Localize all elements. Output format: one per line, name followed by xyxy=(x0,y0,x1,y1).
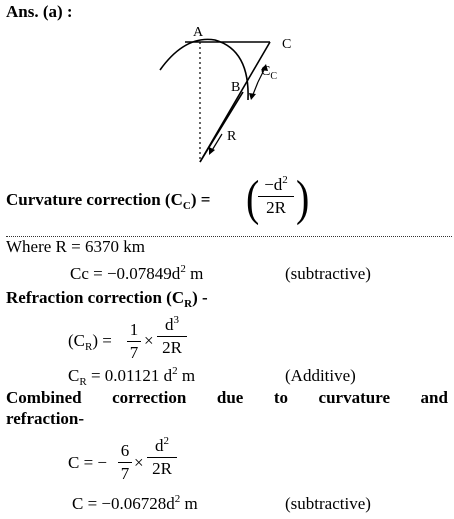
combined-heading: Combined correction due to curvature and xyxy=(6,388,448,407)
curvature-fraction: $-d^2$ 2R xyxy=(258,175,294,218)
combined-heading-2: refraction- xyxy=(6,409,85,428)
answer-heading: Ans. (a) : xyxy=(6,2,73,21)
refraction-result: $C_R = 0.01121$ $d^2$ m xyxy=(68,365,196,388)
combined-note: (subtractive) xyxy=(285,494,371,513)
combined-times: × xyxy=(134,453,144,472)
combined-lhs: C = − xyxy=(68,453,108,472)
cc-result: $Cc = -0.07849d^2$ m xyxy=(70,263,204,283)
curvature-label: Curvature correction $(C_C)$ = xyxy=(6,190,211,212)
refraction-times: × xyxy=(144,331,154,350)
radius-line xyxy=(200,92,243,162)
cc-note: (subtractive) xyxy=(285,264,371,283)
label-b: B xyxy=(231,80,241,95)
refraction-lhs: $(C_R)$ = xyxy=(68,331,112,353)
curvature-close-paren: ) xyxy=(296,169,310,226)
refraction-note: (Additive) xyxy=(285,366,356,385)
label-r: R xyxy=(227,129,237,144)
refraction-fraction-2: $d^3$ 2R xyxy=(157,315,187,358)
curvature-open-paren: ( xyxy=(246,169,260,226)
combined-result: $C = -0.06728d^2$ m xyxy=(72,493,198,513)
combined-fraction-2: $d^2$ 2R xyxy=(147,436,177,479)
refraction-label: Refraction correction $(C_R)$ - xyxy=(6,288,208,310)
label-a: A xyxy=(193,25,204,40)
where-line: Where R = 6370 km xyxy=(6,237,145,256)
curvature-diagram xyxy=(0,0,454,170)
refraction-fraction-1: 1 7 xyxy=(127,320,141,363)
label-c: C xyxy=(282,37,292,52)
combined-fraction-1: 6 7 xyxy=(118,441,132,484)
label-cc: $C_C$ xyxy=(261,64,278,82)
